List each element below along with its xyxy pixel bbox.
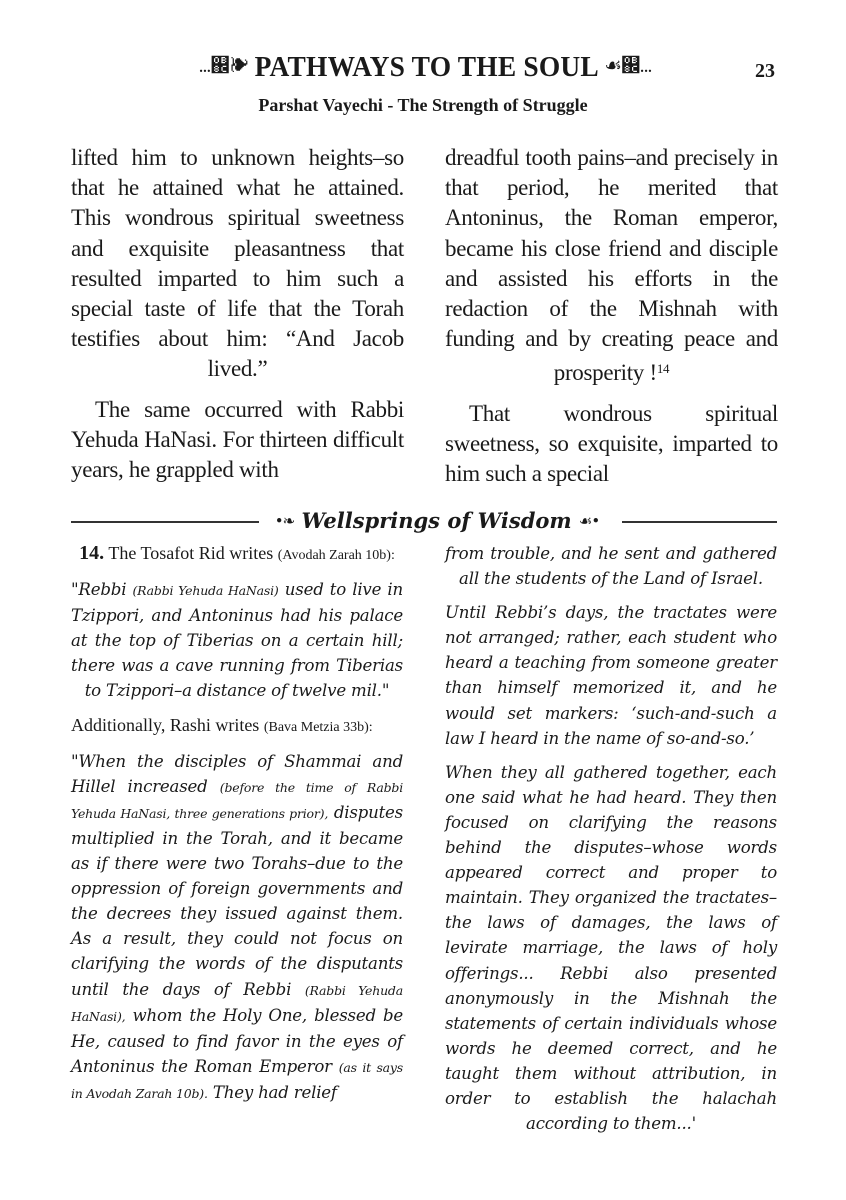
chapter-subtitle: Parshat Vayechi - The Strength of Struggle (258, 95, 588, 115)
quote-parenthetical: (Rabbi Yehuda HaNasi), (71, 982, 403, 1024)
source-citation: (Avodah Zarah 10b): (277, 548, 395, 563)
quote-text: disputes multiplied in the Torah, and it became as if there were two Torahs–due to the oppression of foreign governments and the decrees they issued against them. As a result, they could not focus on clarifying the words of the disputants until the days of Rebbi (71, 802, 403, 999)
flourish-left-icon: •❧ (274, 512, 295, 530)
ornament-right-icon: ☙஌... (604, 55, 652, 77)
rashi-intro (71, 713, 403, 740)
quote-text: used to live in Tzippori, and Antoninus had his palace at the top of Tiberias on a certain hill; there was a cave running from Tiberias to Tzippori–a distance of twelve mil." (71, 580, 403, 701)
divider-title-text: Wellsprings of Wisdom (301, 508, 572, 533)
quote-text: "Rebbi (71, 580, 127, 600)
quote-paragraph: When they all gathered together, each one said what he had heard. They then focused on clarifying the reasons behind the disputes–whose words appeared correct and proper to maintain. They organized the tractates–the laws of damages, the laws of levirate marriage, the laws of holy offerings... Rebbi also presented anonymously in the Mishnah the statements of certain individuals whose words he deemed correct, and he taught them without attribution, in order to establish the halachah according to them...' (445, 762, 777, 1134)
footnote-intro (71, 541, 403, 568)
footnote-number: 14. (79, 542, 105, 564)
footnote-column-right (445, 541, 777, 1145)
paragraph (445, 143, 778, 389)
divider-line-left (71, 521, 259, 523)
ornament-left-icon: ...஌❧ (198, 55, 248, 77)
page-number: 23 (755, 60, 775, 82)
paragraph: lifted him to unknown heights–so that he attained what he attained. This wondrous spiritual sweetness and exquisite pleasantness that resulted imparted to him such a special taste of life that the Torah testifies about him: “And Jacob lived.” (71, 145, 404, 382)
main-column-right (445, 143, 778, 499)
quote-text: whom the Holy One, blessed be He, caused to find favor in the eyes of Antoninus the Roman Emperor (71, 1005, 404, 1076)
quote-paragraph: Until Rebbi’s days, the tractates were not arranged; rather, each student who heard a teaching from someone greater than himself memorized it, and he would set markers: ‘such-and-such a law I heard in the name of so-and-so.’ (445, 603, 777, 748)
quote-parenthetical: (before the time of Rabbi Yehuda HaNasi, three generations prior), (71, 779, 403, 821)
footnote-text: Additionally, Rashi writes (71, 714, 260, 735)
quote-tosafot (71, 577, 403, 703)
quote-text: They had relief (212, 1082, 337, 1102)
paragraph: The same occurred with Rabbi Yehuda HaNasi. For thirteen difficult years, he grappled with (71, 396, 404, 483)
quote-parenthetical: (as it says in Avodah Zarah 10b). (71, 1059, 403, 1101)
footnote-reference[interactable]: 14 (656, 361, 670, 377)
book-title (136, 52, 714, 84)
divider-title (247, 508, 627, 533)
source-citation: (Bava Metzia 33b): (263, 719, 373, 735)
page-header (0, 52, 846, 92)
paragraph-text: dreadful tooth pains–and precisely in that period, he merited that Antoninus, the Roman emperor, became his close friend and disciple and assisted his efforts in the redaction of the Mishnah with funding and by creating peace and prosperity ! (445, 145, 778, 386)
main-column-left (71, 143, 404, 495)
flourish-right-icon: ☙• (578, 512, 600, 530)
quote-parenthetical: (Rabbi Yehuda HaNasi) (132, 583, 279, 599)
quote-continuation: from trouble, and he sent and gathered all the students of the Land of Israel. (445, 544, 777, 589)
section-divider (71, 508, 777, 534)
divider-line-right (622, 521, 777, 523)
quote-text: "When the disciples of Shammai and Hillel increased (71, 751, 403, 796)
footnote-column-left (71, 541, 403, 1115)
paragraph: That wondrous spiritual sweetness, so exquisite, imparted to him such a special (445, 400, 778, 487)
book-title-text: PATHWAYS TO THE SOUL (254, 52, 598, 83)
footnote-text: The Tosafot Rid writes (108, 543, 274, 563)
quote-rashi (71, 749, 403, 1106)
